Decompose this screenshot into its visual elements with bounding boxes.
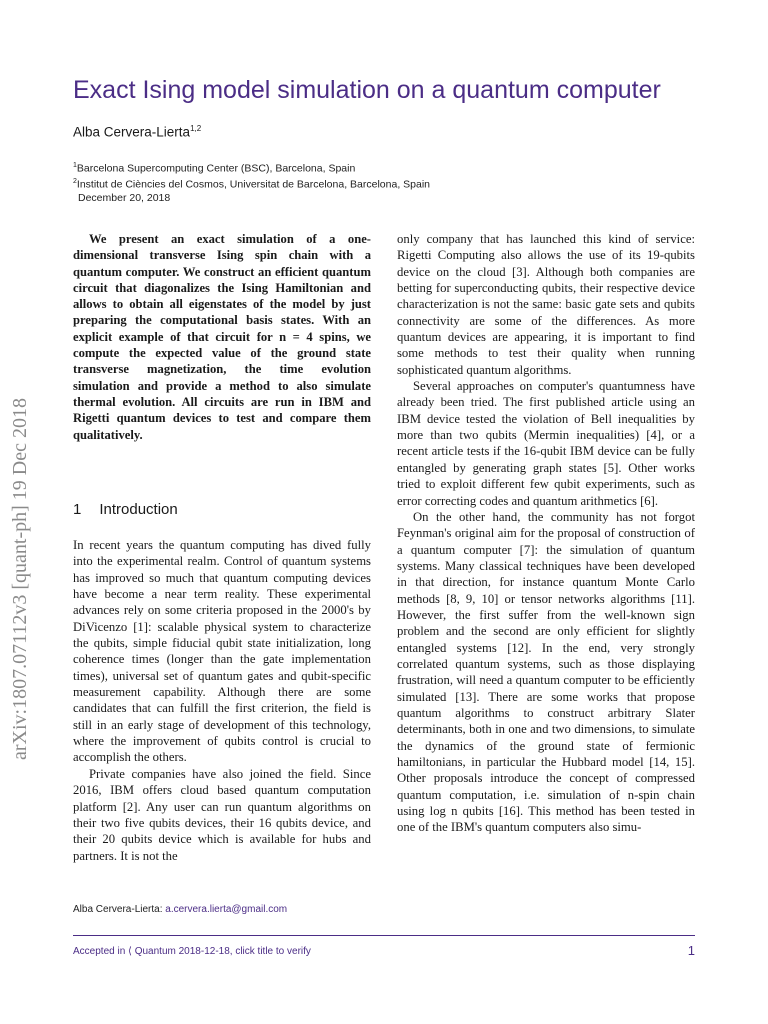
journal-footer-link[interactable]: Accepted in ⟨ Quantum 2018-12-18, click title to verify [73,946,311,957]
paragraph: only company that has launched this kind of service: Rigetti Computing also allows the use of its 19-qubits device on the cloud [3]. Although both companies are betting for superconducting qubits, their respective device characterization is not the same: basic gate sets and qubits connectivity are some of the differences. As more quantum devices are appearing, it is important to find some methods to test their quality when running sophisticated quantum algorithms. [397,232,695,377]
left-column [73,537,371,864]
paragraph: In recent years the quantum computing has dived fully into the experimental realm. Control of quantum systems has improved so much that quantum computing devices have become a near term reality. These experimental advances rely on some criteria proposed in the 2000's by DiVicenzo [1]: scalable physical system to characterize the qubits, simple fiducial qubit state initialization, long coherence times (longer than the gate implementation times), universal set of quantum gates and qubit-specific measurement capability. Although there are some candidates that can fulfill the first criterion, the field is still in an early stage of development of this technology, where the improvement of qubits control is crucial to accomplish the others. [73,538,371,765]
section-title: Introduction [99,501,178,518]
footnote-label: Alba Cervera-Lierta: [73,904,163,915]
affiliation-2: $^2$Institut de Ciències del Cosmos, Universitat de Barcelona, Barcelona, Spain [73,178,431,191]
paragraph: Private companies have also joined the field. Since 2016, IBM offers cloud based quantum computation platform [2]. Any user can run quantum algorithms on their two five qubits devices, their 16 qubits device, and their 20 qubits device which is available for hubs and partners. It is not the [73,766,371,863]
page-number: 1 [687,943,695,958]
author-footnote [73,904,287,915]
author-email-link[interactable]: a.cervera.lierta@gmail.com [165,904,288,915]
right-column [397,231,695,836]
section-heading [73,501,178,518]
abstract: We present an exact simulation of a one-dimensional transverse Ising spin chain with a quantum computer. We construct an efficient quantum circuit that diagonalizes the Ising Hamiltonian and allows to obtain all eigenstates of the model by just preparing the computational basis states. With an explicit example of that circuit for n = 4 spins, we compute the expected value of the ground state transverse magnetization, the time evolution simulation and provide a method to also simulate thermal evolution. All circuits are run in IBM and Rigetti quantum devices to test and compare them qualitatively. [73,232,371,442]
arxiv-side-stamp[interactable]: arXiv:1807.07112v3 [quant-ph] 19 Dec 2018 [9,398,31,760]
paragraph: Several approaches on computer's quantumness have already been tried. The first published article using an IBM device tested the violation of Bell inequalities by more than two qubits (Mermin inequalities) [4], or a recent article tests if the 16-qubit IBM device can be fully entangled by generating graph states [5]. Other works tried to exploit different few qubit experiments, such as error correcting codes and quantum arithmetics [6]. [397,379,695,508]
author-line [73,124,201,140]
paper-date: December 20, 2018 [78,192,171,204]
paragraph: On the other hand, the community has not forgot Feynman's original aim for the proposal of construction of a quantum computer [7]: the simulation of quantum systems. Many classical techniques have been developed in that direction, for instance quantum Monte Carlo methods [8, 9, 10] or tensor networks algorithms [11]. However, the first suffer from the well-known sign problem and the second are only efficient for slightly entangled systems [12]. In the end, very strongly correlated quantum systems, such as those displaying frustration, will need a quantum computer to be efficiently simulated [13]. There are some works that propose quantum algorithms to construct arbitrary Slater determinants, both in one and two dimensions, to simulate the dynamics of the ground state of fermionic hamiltonians, in particular the Hubbard model [14, 15]. Other proposals introduce the concept of compressed quantum computation, i.e. simulation of n-spin chain using log n qubits [16]. This method has been tested in one of the IBM's quantum computers also simu- [397,509,695,835]
paper-title[interactable]: Exact Ising model simulation on a quantum computer [73,76,661,104]
affiliation-1: $^1$Barcelona Supercomputing Center (BSC), Barcelona, Spain [73,162,356,175]
author-affil-marks: 1,2 [190,124,202,133]
section-number: 1 [73,501,82,518]
author-name: Alba Cervera-Lierta [73,124,191,140]
footer-rule [73,935,695,936]
